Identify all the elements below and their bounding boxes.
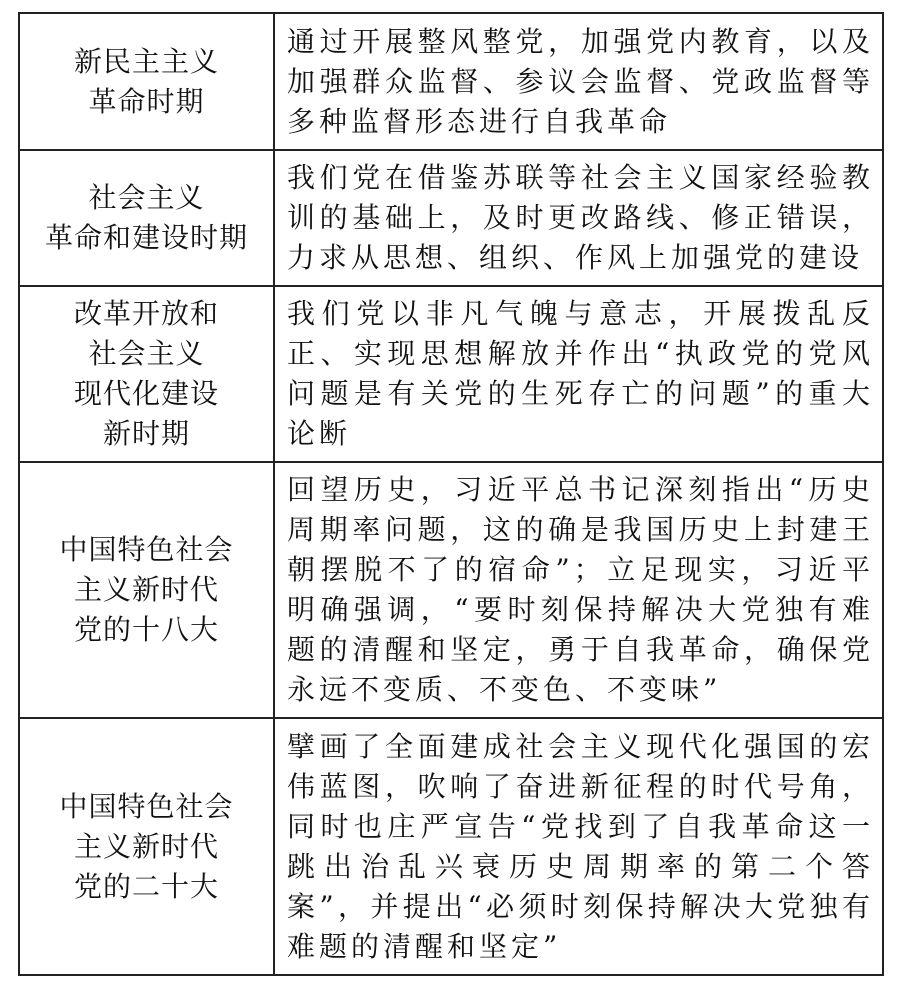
- description-cell: 我们党以非凡气魄与意志，开展拨乱反正、实现思想解放并作出“执政党的党风问题是有关党的生死存亡的问题”的重大论断: [274, 286, 882, 462]
- description-cell: 擘画了全面建成社会主义现代化强国的宏伟蓝图，吹响了奋进新征程的时代号角，同时也庄严宣告“党找到了自我革命这一跳出治乱兴衰历史周期率的第二个答案”，并提出“必须时刻保持解决大党独有难题的清醒和坚定”: [274, 718, 882, 974]
- table-row: [20, 14, 882, 150]
- period-cell: 中国特色社会 主义新时代 党的二十大: [20, 718, 274, 974]
- period-cell: 中国特色社会 主义新时代 党的十八大: [20, 462, 274, 718]
- history-table: [20, 14, 882, 974]
- period-cell: 改革开放和 社会主义 现代化建设 新时期: [20, 286, 274, 462]
- description-cell: 我们党在借鉴苏联等社会主义国家经验教训的基础上，及时更改路线、修正错误，力求从思想、组织、作风上加强党的建设: [274, 150, 882, 286]
- description-cell: 通过开展整风整党，加强党内教育，以及加强群众监督、参议会监督、党政监督等多种监督形态进行自我革命: [274, 14, 882, 150]
- table-row: [20, 150, 882, 286]
- table-row: [20, 286, 882, 462]
- description-cell: 回望历史，习近平总书记深刻指出“历史周期率问题，这的确是我国历史上封建王朝摆脱不了的宿命”；立足现实，习近平明确强调，“要时刻保持解决大党独有难题的清醒和坚定，勇于自我革命，确保党永远不变质、不变色、不变味”: [274, 462, 882, 718]
- period-cell: 新民主主义 革命时期: [20, 14, 274, 150]
- table-row: [20, 718, 882, 974]
- period-cell: 社会主义 革命和建设时期: [20, 150, 274, 286]
- table-row: [20, 462, 882, 718]
- history-table-container: [18, 12, 884, 976]
